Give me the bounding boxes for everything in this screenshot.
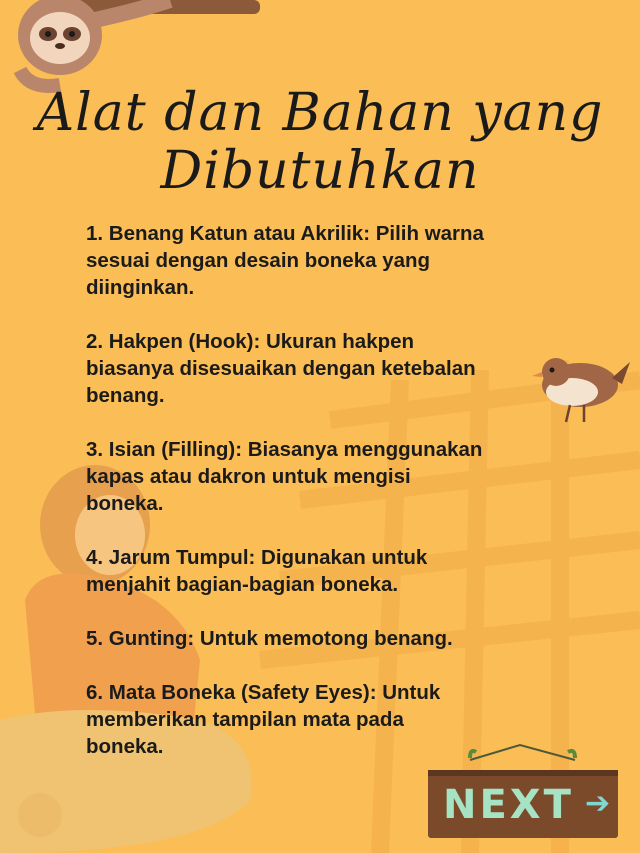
next-label: NEXT (443, 782, 574, 828)
list-item: 4. Jarum Tumpul: Digunakan untuk menjahit bagian-bagian boneka. (86, 546, 428, 596)
list-item: 3. Isian (Filling): Biasanya menggunakan kapas atau dakron untuk mengisi boneka. (86, 438, 483, 515)
arrow-right-icon: ➔ (585, 787, 611, 820)
sloth-illustration (18, 0, 260, 86)
next-button[interactable] (425, 745, 615, 845)
list-item: 6. Mata Boneka (Safety Eyes): Untuk memberikan tampilan mata pada boneka. (86, 681, 441, 758)
title-line-1: Alat dan Bahan yang (36, 83, 604, 143)
list-item: 5. Gunting: Untuk memotong benang. (86, 627, 453, 650)
list-item: 2. Hakpen (Hook): Ukuran hakpen biasanya disesuaikan dengan ketebalan benang. (86, 330, 476, 407)
page-title (0, 84, 640, 200)
title-line-2: Dibutuhkan (160, 141, 480, 201)
materials-list (86, 220, 576, 787)
list-item: 1. Benang Katun atau Akrilik: Pilih warna sesuai dengan desain boneka yang diinginkan. (86, 222, 484, 299)
